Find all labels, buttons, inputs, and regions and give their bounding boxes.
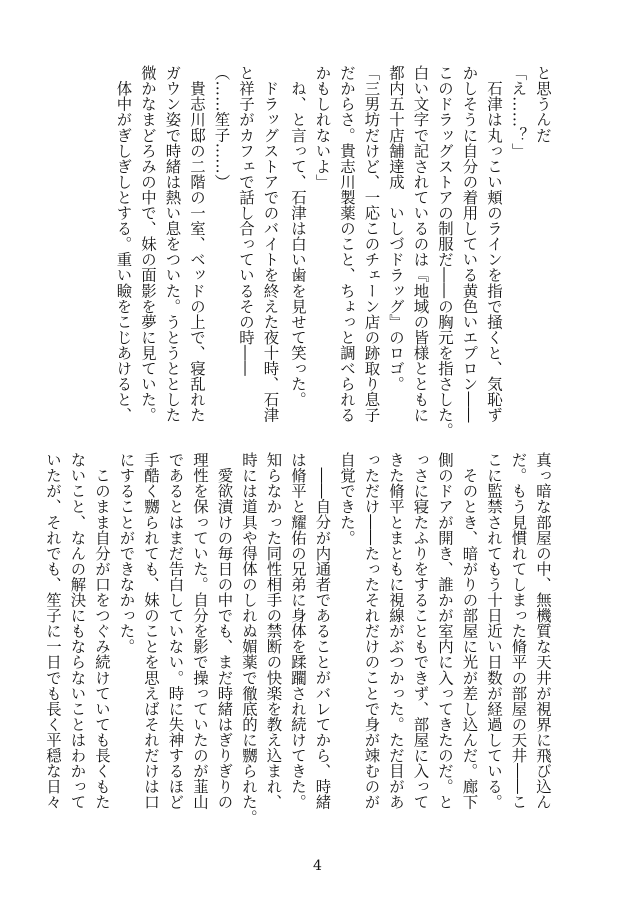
text-line: このドラッグストアの制服だ――の胸元を指さした。 (436, 65, 454, 439)
text-line: ――自分が内通者であることがバレてから、時緒 (313, 452, 332, 810)
text-line: 知らなかった同性相手の禁断の快楽を教え込まれ、 (264, 452, 283, 810)
text-line: かしそうに自分の着用している黄色いエプロン―― (460, 65, 479, 423)
text-line: だからさ。貴志川製薬のこと、ちょっと調べられる (338, 65, 356, 423)
text-line: 自覚できた。 (338, 452, 356, 546)
text-line: こに監禁されてもう十日近い日数が経過している。 (485, 452, 503, 810)
text-line: 理性を保っていた。自分を影で操っていたのが韮山 (191, 452, 209, 810)
text-line: にすることができなかった。 (117, 452, 136, 655)
text-line: そのとき、暗がりの部屋に光が差し込んだ。廊下 (460, 452, 479, 810)
text-line: 石津は丸っこい頬のラインを指で掻くと、気恥ず (485, 65, 503, 423)
text-line: 都内五十店舗達成 いしづドラッグ』のロゴ。 (387, 65, 405, 392)
text-line: であるとはまだ告白していない。時に失神するほど (166, 452, 185, 810)
text-line: ないこと、なんの解決にもならないことはわかって (68, 452, 87, 810)
text-line: 微かなまどろみの中で、妹の面影を夢に見ていた。 (139, 65, 157, 423)
text-line: 真っ暗な部屋の中、無機質な天井が視界に飛び込ん (534, 452, 552, 810)
upper-text-block (67, 65, 555, 437)
text-line: 愛欲漬けの毎日の中でも、まだ時緒はぎりぎりの (215, 452, 234, 810)
lower-text-block (44, 452, 555, 826)
text-line: ドラッグストアでのバイトを終えた夜十時、石津 (261, 65, 280, 423)
text-line (283, 65, 284, 437)
text-line: 「え……？」 (509, 65, 528, 159)
text-line: きた脩平とまともに視線がぶつかった。ただ目があ (387, 452, 405, 810)
text-line: 手酷く嬲られても、妹のことを思えばそれだけは口 (142, 452, 160, 810)
text-line: と思うんだ (534, 65, 552, 143)
text-line: ガウン姿で時緒は熱い息をついた。うとうととした (163, 65, 182, 423)
text-line (284, 65, 285, 437)
text-line: ね、と言って、石津は白い歯を見せて笑った。 (289, 65, 307, 408)
text-line: は脩平と耀佑の兄弟に身体を蹂躙され続けてきた。 (289, 452, 307, 810)
text-line: （……笙子……） (212, 65, 231, 190)
text-line: っさに寝たふりをすることもできず、部屋に入って (411, 452, 430, 810)
text-line: 時には道具や得体のしれぬ媚薬で徹底的に嬲られた。 (240, 452, 258, 826)
text-line: だ。もう見慣れてしまった脩平の部屋の天井――こ (509, 452, 528, 810)
text-line: と祥子がカフェで話し合っているその時―― (237, 65, 255, 376)
text-line: 貴志川邸の二階の一室、ベッドの上で、寝乱れた (188, 65, 206, 423)
text-line: このまま自分が口をつぐみ続けていても長くもた (93, 452, 111, 810)
text-line: 白い文字で記されているのは『地域の皆様とともに (411, 65, 430, 423)
text-line: かもしれないよ」 (313, 65, 332, 190)
text-line: っただけ――たったそれだけのことで身が竦むのが (362, 452, 381, 810)
text-line: いたが、それでも、笙子に一日でも長く平穏な日々 (44, 452, 62, 810)
text-line: 「三男坊だけど、一応このチェーン店の跡取り息子 (362, 65, 381, 423)
text-line: 側のドアが開き、誰かが室内に入ってきたのだ。と (436, 452, 454, 810)
page-number: 4 (313, 858, 322, 874)
text-line: 体中がぎしぎしとする。重い瞼をこじあけると、 (114, 65, 133, 423)
